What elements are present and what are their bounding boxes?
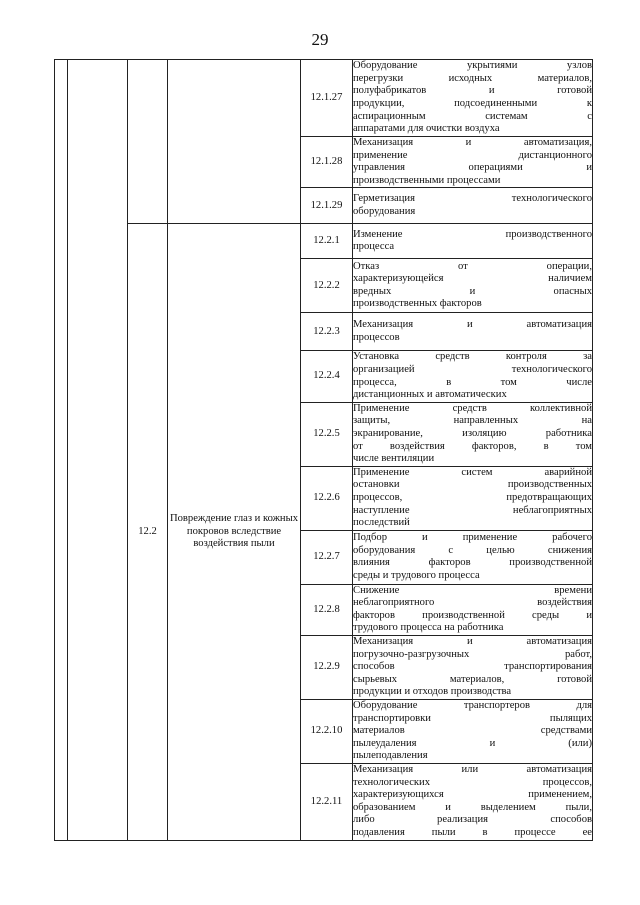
measure-code: 12.2.11 — [301, 764, 353, 841]
measure-line: процессов, предотвращающих — [353, 491, 592, 503]
measure-description — [353, 764, 593, 841]
measure-line: способов транспортирования — [353, 661, 592, 673]
measure-line: аспирационным системам с — [353, 110, 592, 122]
measure-line: образованием и выделением пыли, — [353, 801, 592, 813]
measure-code: 12.1.28 — [301, 137, 353, 188]
measure-line: Герметизация технологического — [353, 193, 592, 205]
hazard-name-cell — [168, 60, 301, 224]
measure-line: Снижение времени — [353, 584, 592, 596]
measure-line: Оборудование транспортеров для — [353, 700, 592, 712]
column-number — [55, 60, 68, 841]
measure-line: Изменение производственного — [353, 228, 592, 240]
measure-line: влияния факторов производственной — [353, 557, 592, 569]
measure-line: защиты, направленных на — [353, 415, 592, 427]
measure-line: сырьевых материалов, готовой — [353, 673, 592, 685]
hazard-name: Повреждение глаз и кожных покровов вследствие воздействия пыли — [168, 224, 301, 840]
hazard-code-cell — [128, 60, 168, 224]
measure-description — [353, 700, 593, 764]
measure-code: 12.2.3 — [301, 313, 353, 351]
measure-line: Механизация и автоматизация — [353, 319, 592, 331]
measure-description — [353, 188, 593, 224]
measure-line: Механизация или автоматизация — [353, 764, 592, 776]
measure-line: последствий — [353, 517, 410, 529]
measure-description — [353, 60, 593, 137]
measure-line: остановки производственных — [353, 479, 592, 491]
measure-line: пылеподавления — [353, 750, 428, 762]
measure-line: технологических процессов, — [353, 776, 592, 788]
measure-line: Применение средств коллективной — [353, 402, 592, 414]
measure-line: производственными процессами — [353, 174, 501, 186]
measure-code: 12.2.5 — [301, 402, 353, 466]
measure-line: вредных и опасных — [353, 285, 592, 297]
measure-line: процессов — [353, 331, 400, 343]
measure-line: Механизация и автоматизация — [353, 636, 592, 648]
measure-line: наступление неблагоприятных — [353, 504, 592, 516]
measure-line: экранирование, изоляцию работника — [353, 427, 592, 439]
measure-line: оборудования — [353, 205, 416, 217]
measure-line: факторов производственной среды и — [353, 609, 592, 621]
measure-code: 12.1.27 — [301, 60, 353, 137]
measure-line: дистанционных и автоматических — [353, 389, 507, 401]
measure-description — [353, 584, 593, 635]
measure-line: транспортировки пылящих — [353, 712, 592, 724]
measures-table — [54, 59, 593, 841]
measure-line: продукции, подсоединенными к — [353, 98, 592, 109]
measure-line: Подбор и применение рабочего — [353, 532, 592, 543]
measure-line: продукции и отходов производства — [353, 686, 512, 698]
measure-line: характеризующейся наличием — [353, 273, 592, 285]
measure-description — [353, 402, 593, 466]
measure-line: материалов средствами — [353, 725, 592, 737]
measure-line: Оборудование укрытиями узлов — [353, 60, 592, 72]
column-hazard-type — [68, 60, 128, 841]
measure-line: управления операциями и — [353, 162, 592, 174]
table-row — [55, 60, 593, 137]
measure-line: процесса — [353, 241, 395, 253]
measure-code: 12.2.8 — [301, 584, 353, 635]
measure-description — [353, 351, 593, 402]
measure-line: либо реализация способов — [353, 814, 592, 826]
measure-line: перегрузки исходных материалов, — [353, 72, 592, 84]
measure-line: числе вентиляции — [353, 453, 435, 465]
measure-description — [353, 466, 593, 530]
measure-line: полуфабрикатов и готовой — [353, 85, 592, 97]
measure-code: 12.2.1 — [301, 224, 353, 259]
measure-line: аппаратами для очистки воздуха — [353, 123, 500, 135]
measure-code: 12.2.6 — [301, 466, 353, 530]
measure-description — [353, 259, 593, 313]
page-number: 29 — [311, 30, 329, 49]
measure-line: применение дистанционного — [353, 149, 592, 161]
measure-code: 12.2.2 — [301, 259, 353, 313]
table-row — [55, 224, 593, 259]
measure-code: 12.2.7 — [301, 530, 353, 584]
measure-line: Отказ от операции, — [353, 260, 592, 272]
measure-line: Применение систем аварийной — [353, 466, 592, 478]
measure-line: неблагоприятного воздействия — [353, 597, 592, 609]
measure-line: трудового процесса на работника — [353, 622, 504, 634]
measure-line: погрузочно-разгрузочных работ, — [353, 648, 592, 660]
measure-description — [353, 137, 593, 188]
measure-code: 12.2.4 — [301, 351, 353, 402]
measure-line: Механизация и автоматизация, — [353, 137, 592, 148]
measure-description — [353, 313, 593, 351]
measure-line: оборудования с целью снижения — [353, 544, 592, 556]
measure-line: производственных факторов — [353, 298, 482, 310]
measure-line: среды и трудового процесса — [353, 569, 480, 581]
measure-line: характеризующихся применением, — [353, 789, 592, 801]
measure-line: процесса, в том числе — [353, 376, 592, 388]
measure-line: подавления пыли в процессе ее — [353, 827, 592, 838]
measure-description — [353, 224, 593, 259]
measure-line: Установка средств контроля за — [353, 351, 592, 363]
measure-description — [353, 636, 593, 700]
measure-description — [353, 530, 593, 584]
measure-line: пылеудаления и (или) — [353, 737, 592, 749]
measure-code: 12.1.29 — [301, 188, 353, 224]
measure-line: от воздействия факторов, в том — [353, 440, 592, 452]
measure-line: организацией технологического — [353, 363, 592, 375]
hazard-code: 12.2 — [128, 224, 168, 840]
measure-code: 12.2.9 — [301, 636, 353, 700]
measure-code: 12.2.10 — [301, 700, 353, 764]
